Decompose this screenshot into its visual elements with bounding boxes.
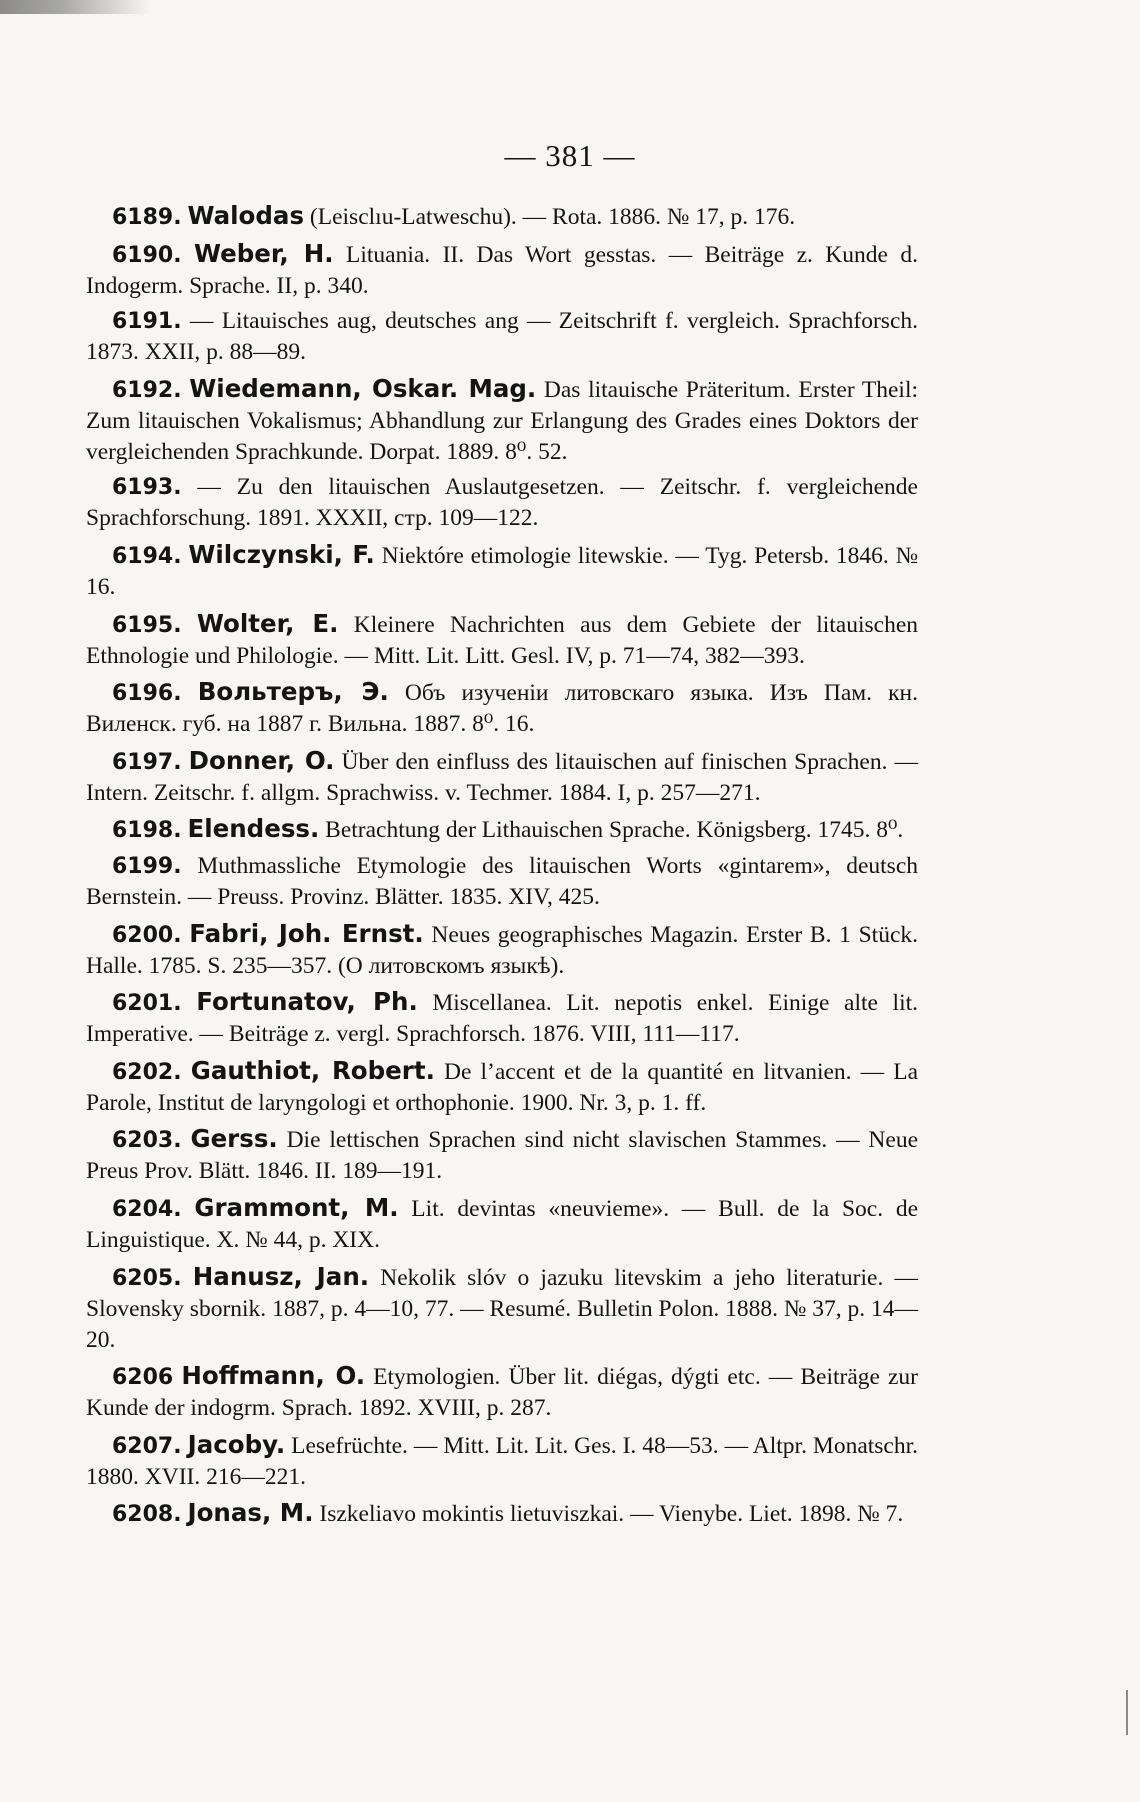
entry-author: Wiedemann, Oskar. Mag. [189,373,537,403]
entry-text: Lit. devintas «neuvieme». — Bull. de la Soc. de Linguistique. X. № 44, p. XIX. [86,1195,919,1253]
entry-text: Muthmassliche Etymologie des litauischen Worts «gintarem», deutsch Bernstein. — Preuss. Provinz. Blätter. 1835. XIV, 425. [86,852,918,910]
bibliography-entry [86,200,918,233]
bibliography-entry [86,373,918,468]
entry-number: 6206 [112,1365,174,1391]
entry-number: 6197. [112,749,182,775]
entry-number: 6190. [112,242,182,268]
entry-author: Jacoby. [187,1429,286,1459]
entry-text: Niektóre etimologie litewskie. — Tyg. Petersb. 1846. № 16. [86,542,918,600]
entry-text: (Leisclıu-Latweschu). — Rota. 1886. № 17, p. 176. [304,204,796,230]
entry-number: 6202. [112,1059,182,1085]
bibliography-entry [86,676,918,740]
entry-number: 6200. [112,922,182,948]
entry-author: Jonas, M. [187,1498,314,1528]
bibliography-entry [86,918,918,982]
entry-number: 6201. [112,991,182,1017]
bibliography-entry [86,1123,918,1187]
entry-text: Lesefrüchte. — Mitt. Lit. Lit. Ges. I. 48—53. — Altpr. Monatschr. 1880. XVII. 216—221. [86,1432,919,1490]
entry-text: Nekolik slóv o jazuku litevskim a jeho literaturie. — Slovensky sbornik. 1887, p. 4—10, 77. — Resumé. Bulletin Polon. 1888. № 37, p. 14—20. [86,1264,919,1353]
entry-number: 6203. [112,1128,182,1154]
entry-text: Объ изученіи литовскаго языка. Изъ Пам. кн. Виленск. губ. на 1887 г. Вильна. 1887. 8⁰. 16. [86,680,918,738]
entry-number: 6198. [112,818,182,844]
entry-number: 6191. [112,309,182,335]
scan-artifact [0,0,150,14]
entry-author: Weber, H. [194,238,334,268]
entry-author: Wolter, E. [196,608,339,638]
entry-text: Lituania. II. Das Wort gesstas. — Beiträge z. Kunde d. Indogerm. Sprache. II, p. 340. [86,241,918,299]
entry-number: 6189. [112,205,182,230]
bibliography-entry [86,238,918,302]
entry-text: — Zu den litauischen Auslautgesetzen. — Zeitschr. f. vergleichende Sprachforschung. 1891. XXXII, стр. 109—122. [86,474,918,532]
bibliography-entry [86,1360,918,1424]
entry-text: Betrachtung der Lithauischen Sprache. Königsberg. 1745. 8⁰. [319,817,904,844]
entry-number: 6192. [112,377,182,403]
bibliography-entry [86,608,918,672]
bibliography-entry [86,306,918,368]
bibliography-entry [86,1497,918,1530]
bibliography-entry [86,539,918,603]
entry-text: Die lettischen Sprachen sind nicht slavischen Stammes. — Neue Preus Prov. Blätt. 1846. II. 189—191. [86,1127,919,1185]
bibliography-list [86,200,918,1535]
entry-number: 6193. [112,475,182,501]
entry-text: De l’accent et de la quantité en litvanien. — La Parole, Institut de laryngologi et orthophonie. 1900. Nr. 3, p. 1. ff. [86,1058,919,1116]
entry-text: Über den einfluss des litauischen auf finischen Sprachen. — Intern. Zeitschr. f. allgm. Sprachwiss. v. Techmer. 1884. I, p. 257—271. [86,748,918,806]
entry-author: Wilczynski, F. [188,539,375,569]
entry-number: 6195. [112,612,182,638]
entry-text: Etymologien. Über lit. diégas, dýgti etc. — Beiträge zur Kunde der indogrm. Sprach. 1892. XVIII, p. 287. [86,1364,919,1422]
entry-text: Miscellanea. Lit. nepotis enkel. Einige alte lit. Imperative. — Beiträge z. vergl. Sprachforsch. 1876. VIII, 111—117. [86,990,919,1048]
entry-number: 6194. [112,543,182,569]
bibliography-entry [86,745,918,809]
bibliography-entry [86,472,918,534]
entry-text: Kleinere Nachrichten aus dem Gebiete der litauischen Ethnologie und Philologie. — Mitt. Lit. Litt. Gesl. IV, p. 71—74, 382—393. [86,611,918,669]
entry-author: Fortunatov, Ph. [196,987,418,1017]
entry-author: Grammont, M. [194,1192,399,1222]
scan-artifact-mark [1126,1690,1128,1735]
entry-author: Gauthiot, Robert. [190,1055,435,1085]
entry-number: 6204. [112,1196,182,1222]
bibliography-entry [86,1429,918,1493]
entry-number: 6208. [112,1502,182,1528]
entry-text: Neues geographisches Magazin. Erster B. 1 Stück. Halle. 1785. S. 235—357. (О литовскомъ языкѣ). [86,921,918,979]
entry-author: Hanusz, Jan. [192,1261,370,1291]
entry-author: Hoffmann, O. [181,1361,366,1391]
bibliography-entry [86,986,918,1050]
bibliography-entry [86,813,918,846]
bibliography-entry [86,1192,918,1256]
entry-author: Walodas [187,201,305,230]
entry-text: Iszkeliavo mokintis lietuviszkai. — Vienybe. Liet. 1898. № 7. [313,1501,904,1528]
bibliography-entry [86,1055,918,1119]
entry-number: 6196. [112,681,182,707]
bibliography-entry [86,851,918,913]
entry-author: Donner, O. [188,745,335,775]
entry-text: — Litauisches aug, deutsches ang — Zeitschrift f. vergleich. Sprachforsch. 1873. XXII, p. 88—89. [86,308,918,366]
entry-number: 6205. [112,1265,182,1291]
entry-text: Das litauische Präteritum. Erster Theil: Zum litauischen Vokalismus; Abhandlung zur Erlangung des Grades eines Doktors der vergleichenden Sprachkunde. Dorpat. 1889. 8⁰. 52. [86,376,919,465]
entry-author: Elendess. [187,814,320,844]
entry-author: Fabri, Joh. Ernst. [189,918,424,948]
bibliography-entry [86,1261,918,1356]
page-number: — 381 — [504,138,636,173]
entry-number: 6207. [112,1433,182,1459]
entry-number: 6199. [112,853,182,879]
entry-author: Gerss. [190,1124,278,1154]
entry-author: Вольтеръ, Э. [197,677,389,707]
